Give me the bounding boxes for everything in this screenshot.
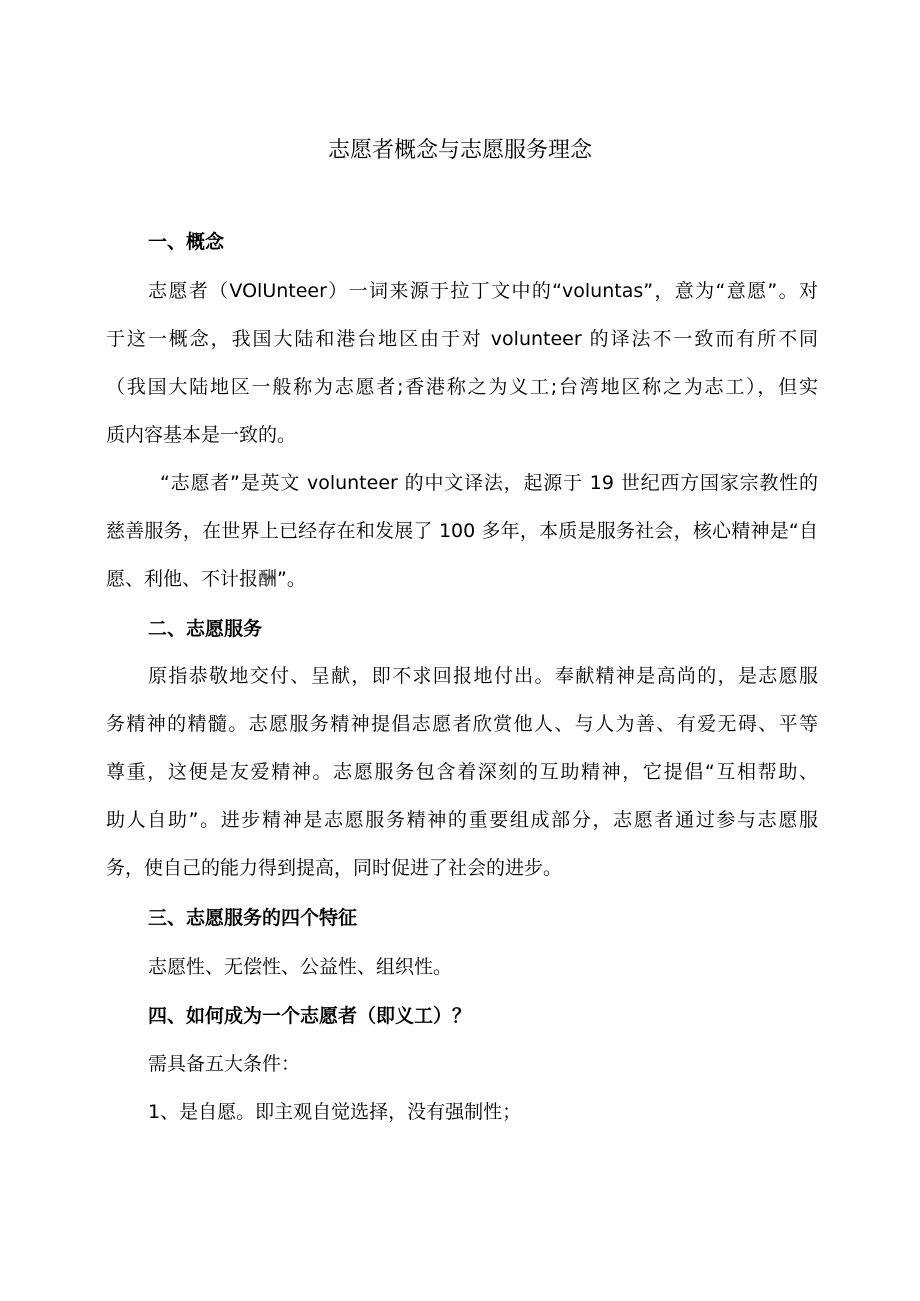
document-title: 志愿者概念与志愿服务理念 xyxy=(327,138,592,163)
paragraph-line: 慈善服务，在世界上已经存在和发展了 100 多年，本质是服务社会，核心精神是“自 xyxy=(106,520,818,542)
paragraph-line: 志愿者（VOlUnteer）一词来源于拉丁文中的“voluntas”，意为“意愿”。对 xyxy=(148,280,818,302)
paragraph-line: 助人自助”。进步精神是志愿服务精神的重要组成部分，志愿者通过参与志愿服 xyxy=(106,809,818,831)
paragraph-line: 务，使自己的能力得到提高，同时促进了社会的进步。 xyxy=(106,857,563,879)
section-heading-how-to-become: 四、如何成为一个志愿者（即义工）？ xyxy=(148,1005,472,1027)
section-heading-volunteer-service: 二、志愿服务 xyxy=(148,618,263,640)
paragraph-line: 质内容基本是一致的。 xyxy=(106,424,297,446)
paragraph-line: 于这一概念，我国大陆和港台地区由于对 volunteer 的译法不一致而有所不同 xyxy=(106,328,818,350)
list-item: 1、是自愿。即主观自觉选择，没有强制性； xyxy=(148,1101,522,1123)
section-heading-four-features: 三、志愿服务的四个特征 xyxy=(148,907,358,929)
paragraph-line: “志愿者”是英文 volunteer 的中文译法，起源于 19 世纪西方国家宗教性的 xyxy=(160,472,818,494)
paragraph-line: 尊重，这便是友爱精神。志愿服务包含着深刻的互助精神，它提倡“互相帮助、 xyxy=(106,761,818,783)
paragraph-line: 愿、利他、不计报酬”。 xyxy=(106,568,306,590)
paragraph-line: （我国大陆地区一般称为志愿者;香港称之为义工;台湾地区称之为志工），但实 xyxy=(106,376,818,398)
paragraph-line: 务精神的精髓。志愿服务精神提倡志愿者欣赏他人、与人为善、有爱无碍、平等 xyxy=(106,713,818,735)
paragraph-line: 志愿性、无偿性、公益性、组织性。 xyxy=(148,956,453,978)
section-heading-concept: 一、概念 xyxy=(148,231,225,253)
paragraph-line: 原指恭敬地交付、呈献，即不求回报地付出。奉献精神是高尚的，是志愿服 xyxy=(148,665,818,687)
paragraph-line: 需具备五大条件： xyxy=(148,1053,301,1075)
